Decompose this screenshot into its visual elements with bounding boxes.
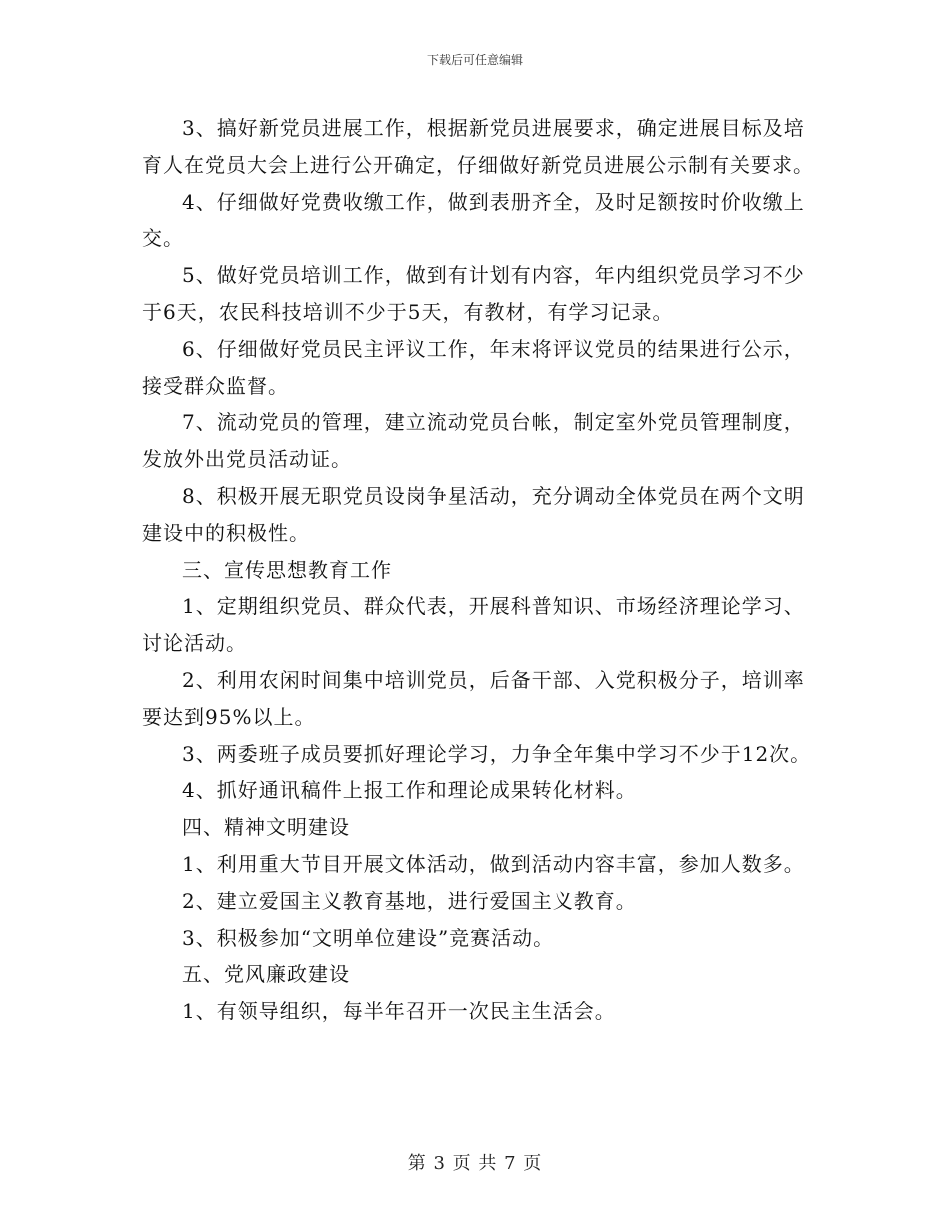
page-footer <box>0 1152 950 1176</box>
footer-current-page: 3 <box>433 1153 446 1174</box>
paragraph-party-dues: 4、仔细做好党费收缴工作，做到表册齐全，及时足额按时价收缴上交。 <box>142 189 805 251</box>
footer-middle: 页 共 <box>452 1153 498 1174</box>
paragraph-new-member-development: 3、搞好新党员进展工作，根据新党员进展要求，确定进展目标及培育人在党员大会上进行公开确定，仔细做好新党员进展公示制有关要求。 <box>142 116 814 177</box>
paragraph-patriotic-education: 2、建立爱国主义教育基地，进行爱国主义教育。 <box>182 888 637 913</box>
section-heading-civilization: 四、精神文明建设 <box>182 815 350 840</box>
paragraph-regular-study: 1、定期组织党员、群众代表，开展科普知识、市场经济理论学习、讨论活动。 <box>142 594 805 656</box>
paragraph-democratic-life-meeting: 1、有领导组织，每半年召开一次民主生活会。 <box>182 999 616 1024</box>
footer-suffix: 页 <box>523 1153 543 1174</box>
paragraph-democratic-evaluation: 6、仔细做好党员民主评议工作，年末将评议党员的结果进行公示，接受群众监督。 <box>142 336 805 398</box>
paragraph-mobile-members: 7、流动党员的管理，建立流动党员台帐，制定室外党员管理制度，发放外出党员活动证。 <box>142 410 805 472</box>
page-header-note: 下载后可任意编辑 <box>426 53 523 67</box>
paragraph-slack-season-training: 2、利用农闲时间集中培训党员，后备干部、入党积极分子，培训率要达到95%以上。 <box>142 667 805 729</box>
paragraph-member-training: 5、做好党员培训工作，做到有计划有内容，年内组织党员学习不少于6天，农民科技培训不少于5天，有教材，有学习记录。 <box>142 263 805 324</box>
paragraph-festival-activities: 1、利用重大节目开展文体活动，做到活动内容丰富，参加人数多。 <box>182 851 805 876</box>
paragraph-committee-study: 3、两委班子成员要抓好理论学习，力争全年集中学习不少于12次。 <box>182 741 812 766</box>
section-heading-propaganda: 三、宣传思想教育工作 <box>182 557 392 582</box>
paragraph-civilized-unit: 3、积极参加“文明单位建设”竞赛活动。 <box>182 925 555 950</box>
section-heading-integrity: 五、党风廉政建设 <box>182 962 350 987</box>
footer-total-pages: 7 <box>504 1153 517 1174</box>
paragraph-news-reports: 4、抓好通讯稿件上报工作和理论成果转化材料。 <box>182 778 637 803</box>
footer-prefix: 第 <box>407 1153 427 1174</box>
paragraph-star-activities: 8、积极开展无职党员设岗争星活动，充分调动全体党员在两个文明建设中的积极性。 <box>142 483 805 545</box>
document-body <box>142 110 822 1030</box>
